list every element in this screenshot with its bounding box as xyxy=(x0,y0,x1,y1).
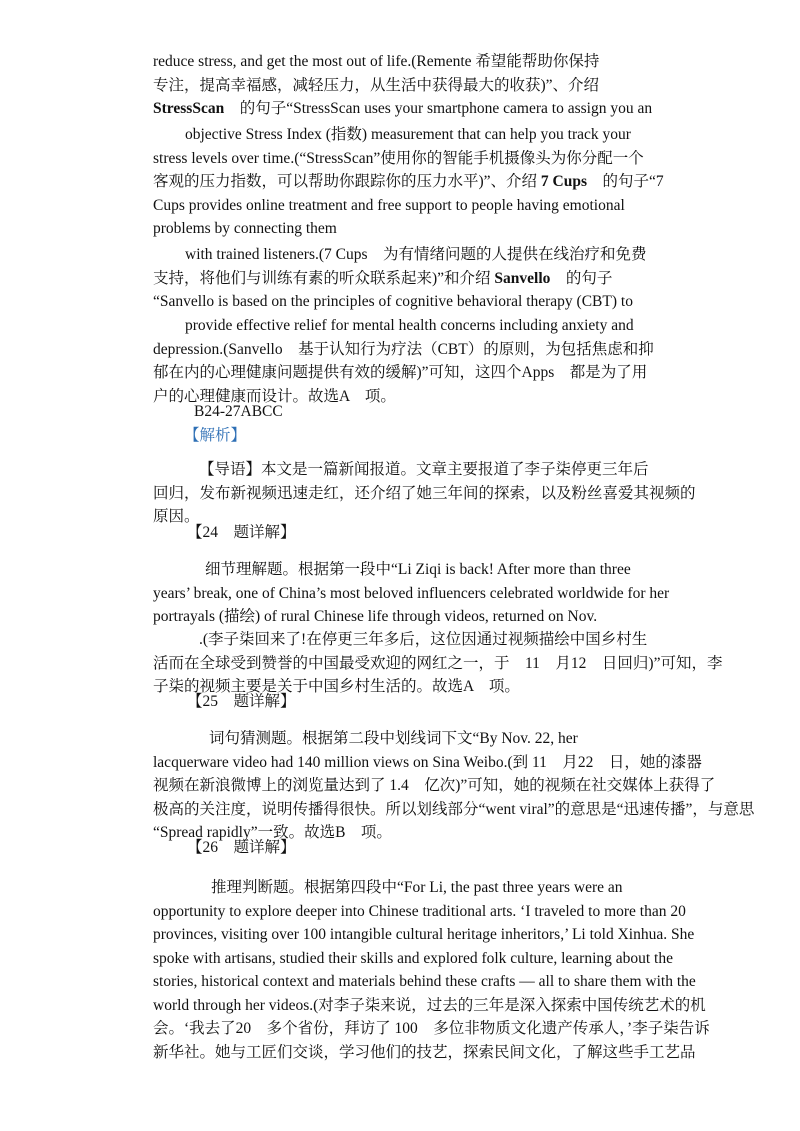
text-line xyxy=(153,458,671,482)
answer-key-text: B24-27ABCC xyxy=(194,403,283,420)
paragraph-7cups-sanvello xyxy=(153,243,653,314)
text-line xyxy=(153,123,653,147)
text-line xyxy=(153,170,664,194)
text-line: 活而在全球受到赞誉的中国最受欢迎的网红之一，于 11 月12 日回归)”可知，李 xyxy=(153,654,723,672)
text-line: opportunity to explore deeper into Chinese traditional arts. ‘I traveled to more than 20 xyxy=(153,902,686,920)
question-24-heading xyxy=(187,521,387,545)
text-line xyxy=(153,267,653,291)
text-fragment: 的句子“StressScan uses your smartphone camera to assign you an xyxy=(224,100,653,117)
text-line xyxy=(153,727,683,751)
text-line: 户的心理健康而设计。故选A 项。 xyxy=(153,387,396,405)
text-line xyxy=(153,97,653,121)
text-line: “Sanvello is based on the principles of cognitive behavioral therapy (CBT) to xyxy=(153,293,633,310)
text-line xyxy=(153,558,683,582)
app-name-bold: StressScan xyxy=(153,100,225,117)
text-line: 郁在内的心理健康问题提供有效的缓解)”可知，这四个Apps 都是为了用 xyxy=(153,364,648,381)
text-line: 新华社。她与工匠们交谈，学习他们的技艺，探索民间文化，了解这些手工艺品 xyxy=(153,1043,696,1061)
app-name-bold: 7 Cups xyxy=(540,173,588,190)
question-heading-text: 【25 题详解】 xyxy=(187,693,296,710)
text-fragment: objective Stress Index (指数) measurement that can help you track your xyxy=(185,126,631,143)
text-line: years’ break, one of China’s most beloved influencers celebrated worldwide for her xyxy=(153,584,670,602)
text-line: 原因。 xyxy=(153,508,200,525)
text-line xyxy=(153,628,683,652)
text-fragment: with trained listeners.(7 Cups 为有情绪问题的人提供在线治疗和免费 xyxy=(185,246,647,263)
text-fragment: 的句子 xyxy=(550,269,613,287)
text-line: Cups provides online treatment and free support to people having emotional xyxy=(153,196,625,214)
text-line xyxy=(153,876,673,900)
text-line xyxy=(153,243,653,267)
paragraph-introduction xyxy=(153,458,696,529)
paragraph-q24-translation xyxy=(153,628,723,699)
text-line: “Spread rapidly”一致。故选B 项。 xyxy=(153,824,392,841)
text-line: spoke with artisans, studied their skills and explored folk culture, learning about the xyxy=(153,949,673,967)
text-fragment: 词句猜测题。根据第二段中划线词下文“By Nov. 22, her xyxy=(209,730,578,747)
question-heading-text: 【26 题详解】 xyxy=(187,839,296,856)
text-line: provinces, visiting over 100 intangible cultural heritage inheritors,’ Li told Xinhua. She xyxy=(153,926,695,943)
text-line: depression.(Sanvello 基于认知行为疗法（CBT）的原则，为包括焦虑和抑 xyxy=(153,340,654,358)
text-line: 回归，发布新视频迅速走红，还介绍了她三年间的探索，以及粉丝喜爱其视频的 xyxy=(153,484,696,502)
text-line: 专注，提高幸福感，减轻压力，从生活中获得最大的收获)”、介绍 xyxy=(153,76,600,94)
text-line: 极高的关注度，说明传播得很快。所以划线部分“went viral”的意思是“迅速传播”，与意思 xyxy=(153,800,755,818)
question-26-heading xyxy=(187,836,387,860)
text-fragment: 【导语】本文是一篇新闻报道。文章主要报道了李子柒停更三年后 xyxy=(199,461,649,478)
paragraph-q25 xyxy=(153,727,755,845)
text-line: 视频在新浪微博上的浏览量达到了 1.4 亿次)”可知，她的视频在社交媒体上获得了 xyxy=(153,777,716,794)
text-line: problems by connecting them xyxy=(153,220,337,237)
text-fragment: .(李子柒回来了!在停更三年多后，这位因通过视频描绘中国乡村生 xyxy=(199,631,648,648)
text-fragment: 客观的压力指数，可以帮助你跟踪你的压力水平)”、介绍 xyxy=(153,173,541,190)
app-name-bold: Sanvello xyxy=(494,269,551,287)
paragraph-sanvello-conclusion xyxy=(153,314,653,408)
text-line: portrayals (描绘) of rural Chinese life through videos, returned on Nov. xyxy=(153,608,598,625)
text-line: stories, historical context and materials behind these crafts — all to share them with the xyxy=(153,973,696,990)
text-fragment: 支持，将他们与训练有素的听众联系起来)”和介绍 xyxy=(153,269,495,287)
text-line xyxy=(153,314,653,338)
text-fragment: 的句子“7 xyxy=(587,173,664,190)
text-line: lacquerware video had 140 million views on Sina Weibo.(到 11 月22 日，她的漆器 xyxy=(153,753,702,771)
paragraph-q24-quote xyxy=(153,558,683,629)
text-line: reduce stress, and get the most out of life.(Remente 希望能帮助你保持 xyxy=(153,53,600,70)
analysis-heading-text: 【解析】 xyxy=(184,427,247,444)
paragraph-q26 xyxy=(153,876,710,1064)
question-heading-text: 【24 题详解】 xyxy=(187,524,296,541)
text-line: 会。‘我去了20 多个省份，拜访了 100 多位非物质文化遗产传承人，’李子柒告诉 xyxy=(153,1020,710,1037)
text-fragment: 推理判断题。根据第四段中“For Li, the past three years were an xyxy=(211,879,623,896)
paragraph-remente-stressscan xyxy=(153,50,653,121)
text-fragment: provide effective relief for mental health concerns including anxiety and xyxy=(185,317,634,334)
answer-key xyxy=(194,400,394,424)
analysis-heading xyxy=(184,424,384,448)
text-fragment: 细节理解题。根据第一段中“Li Ziqi is back! After more than three xyxy=(205,561,631,578)
text-line: 子柒的视频主要是关于中国乡村生活的。故选A 项。 xyxy=(153,678,520,695)
text-line: stress levels over time.(“StressScan”使用你的智能手机摄像头为你分配一个 xyxy=(153,149,644,167)
question-25-heading xyxy=(187,690,387,714)
text-line: world through her videos.(对李子柒来说，过去的三年是深入探索中国传统艺术的机 xyxy=(153,996,706,1014)
paragraph-stressscan-7cups xyxy=(153,123,664,241)
